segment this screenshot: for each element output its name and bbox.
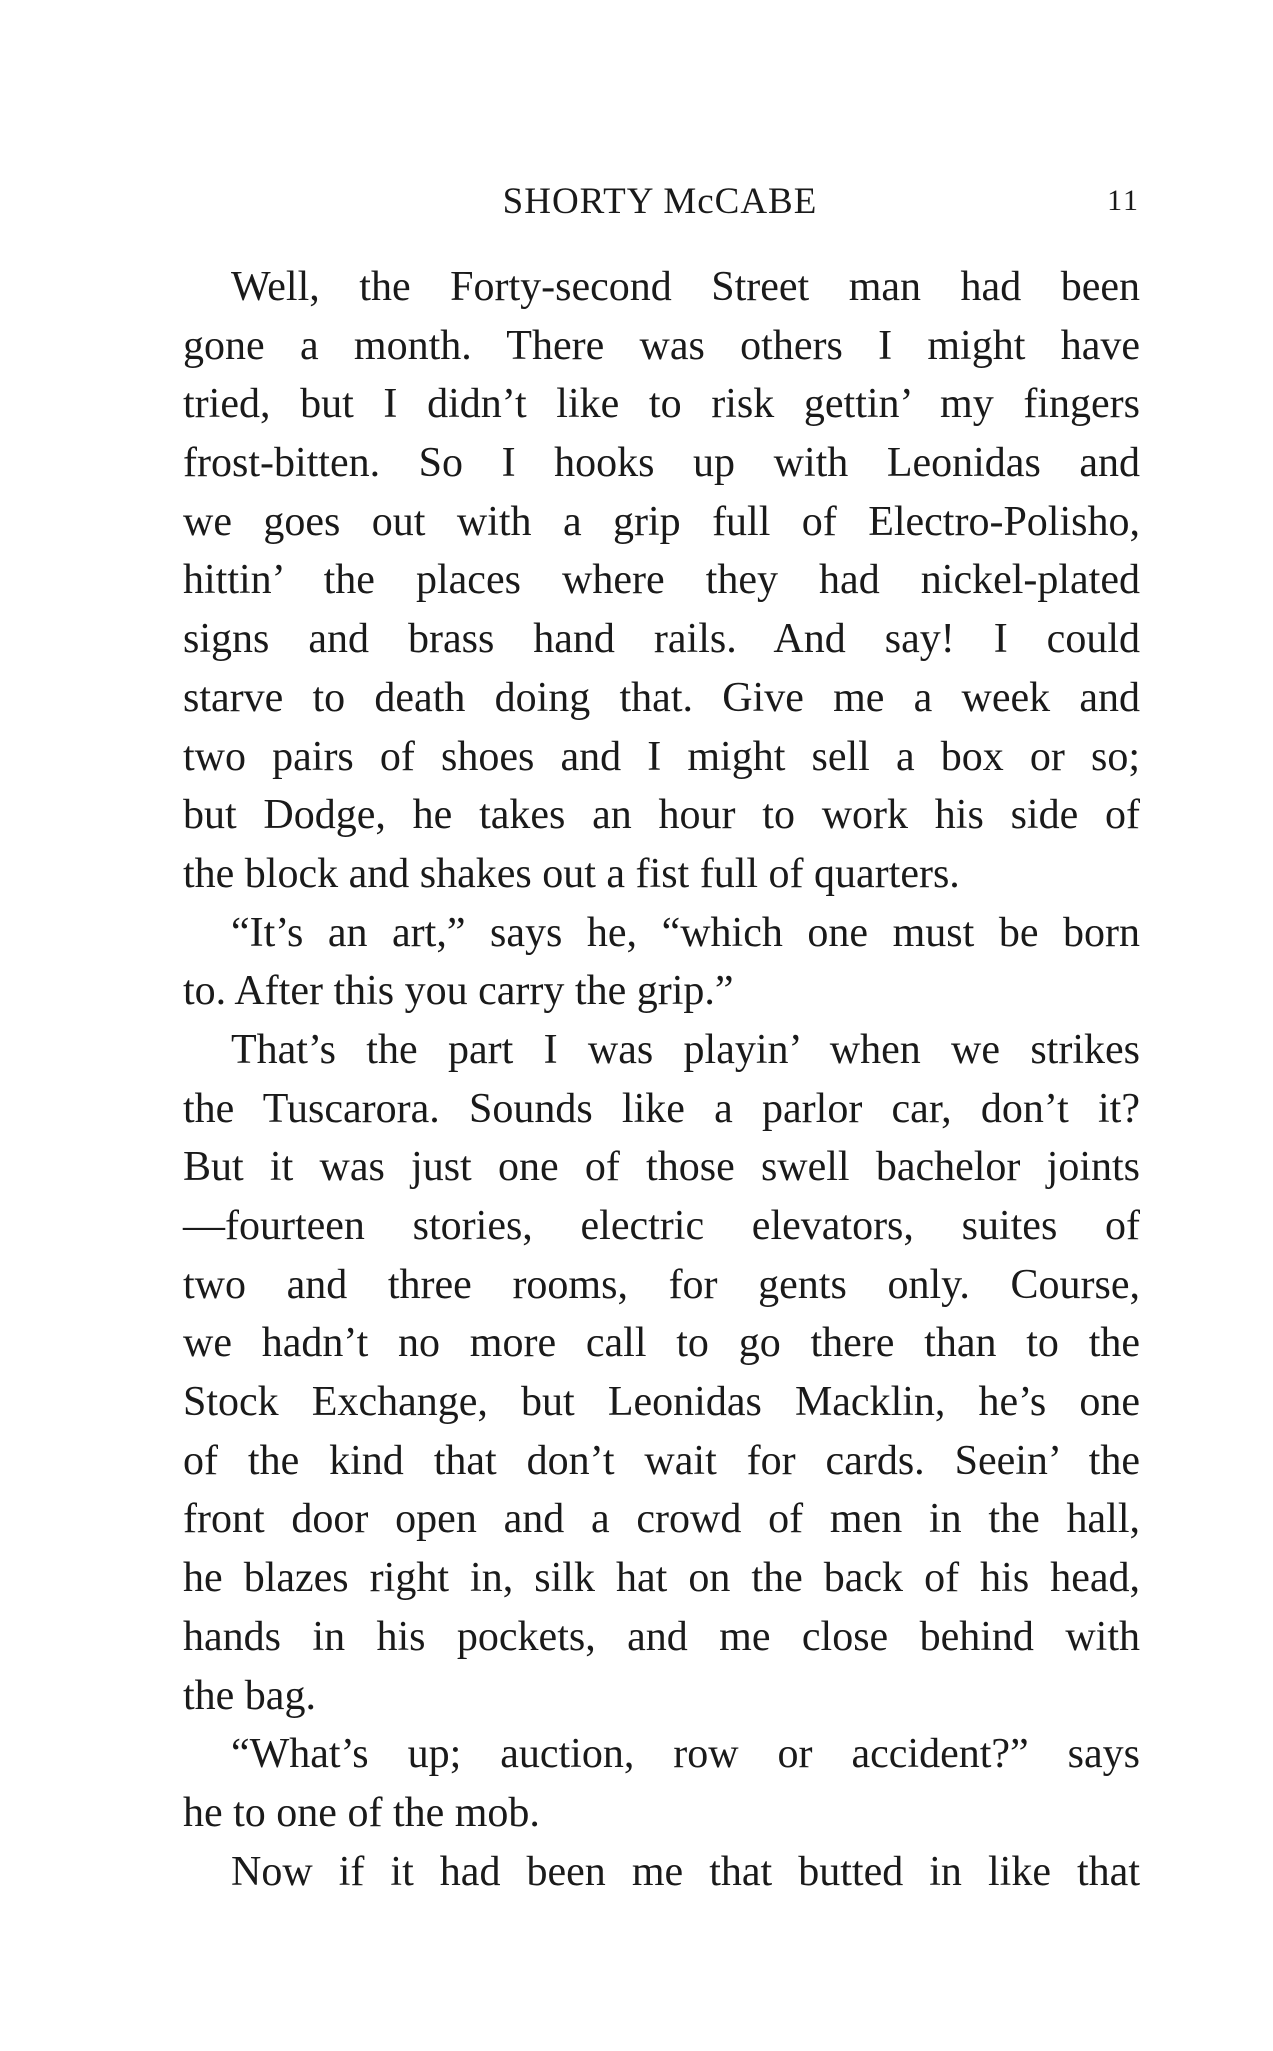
text-line: That’s the part I was playin’ when we strikes — [231, 1026, 1140, 1073]
text-line: front door open and a crowd of men in the hall, — [183, 1496, 1140, 1543]
running-head — [180, 180, 1140, 230]
text-line: he to one of the mob. — [183, 1789, 540, 1836]
text-line: starve to death doing that. Give me a week and — [183, 674, 1140, 721]
page-number: 11 — [1107, 184, 1140, 217]
text-line: we hadn’t no more call to go there than to the — [183, 1320, 1140, 1367]
body-text — [183, 258, 1140, 1901]
text-line: —fourteen stories, electric elevators, suites of — [183, 1203, 1140, 1249]
text-line: the Tuscarora. Sounds like a parlor car, don’t it? — [183, 1085, 1140, 1132]
running-title: SHORTY McCABE — [502, 181, 818, 222]
text-line: hands in his pockets, and me close behind with — [183, 1613, 1140, 1660]
text-line: signs and brass hand rails. And say! I could — [183, 616, 1140, 663]
text-line: we goes out with a grip full of Electro-Polisho, — [183, 498, 1140, 545]
text-line: tried, but I didn’t like to risk gettin’ my fingers — [183, 381, 1140, 428]
text-line: the block and shakes out a fist full of quarters. — [183, 850, 960, 897]
text-line: two and three rooms, for gents only. Course, — [183, 1261, 1140, 1308]
text-line: he blazes right in, silk hat on the back of his head, — [183, 1555, 1140, 1602]
text-line: “It’s an art,” says he, “which one must be born — [231, 909, 1140, 956]
text-line: two pairs of shoes and I might sell a box or so; — [183, 733, 1140, 780]
text-line: gone a month. There was others I might have — [183, 322, 1140, 369]
text-line: Well, the Forty-second Street man had been — [231, 264, 1140, 310]
text-line: of the kind that don’t wait for cards. Seein’ the — [183, 1437, 1140, 1484]
text-line: “What’s up; auction, row or accident?” says — [231, 1731, 1140, 1778]
text-line: Now if it had been me that butted in like that — [231, 1848, 1140, 1895]
text-line: but Dodge, he takes an hour to work his side of — [183, 792, 1140, 839]
text-line: frost-bitten. So I hooks up with Leonidas and — [183, 440, 1140, 487]
text-line: hittin’ the places where they had nickel-plated — [183, 557, 1140, 604]
text-line: But it was just one of those swell bachelor joints — [183, 1144, 1140, 1191]
text-line: to. After this you carry the grip.” — [183, 968, 734, 1015]
text-line: Stock Exchange, but Leonidas Macklin, he’s one — [183, 1379, 1140, 1426]
text-line: the bag. — [183, 1672, 316, 1719]
